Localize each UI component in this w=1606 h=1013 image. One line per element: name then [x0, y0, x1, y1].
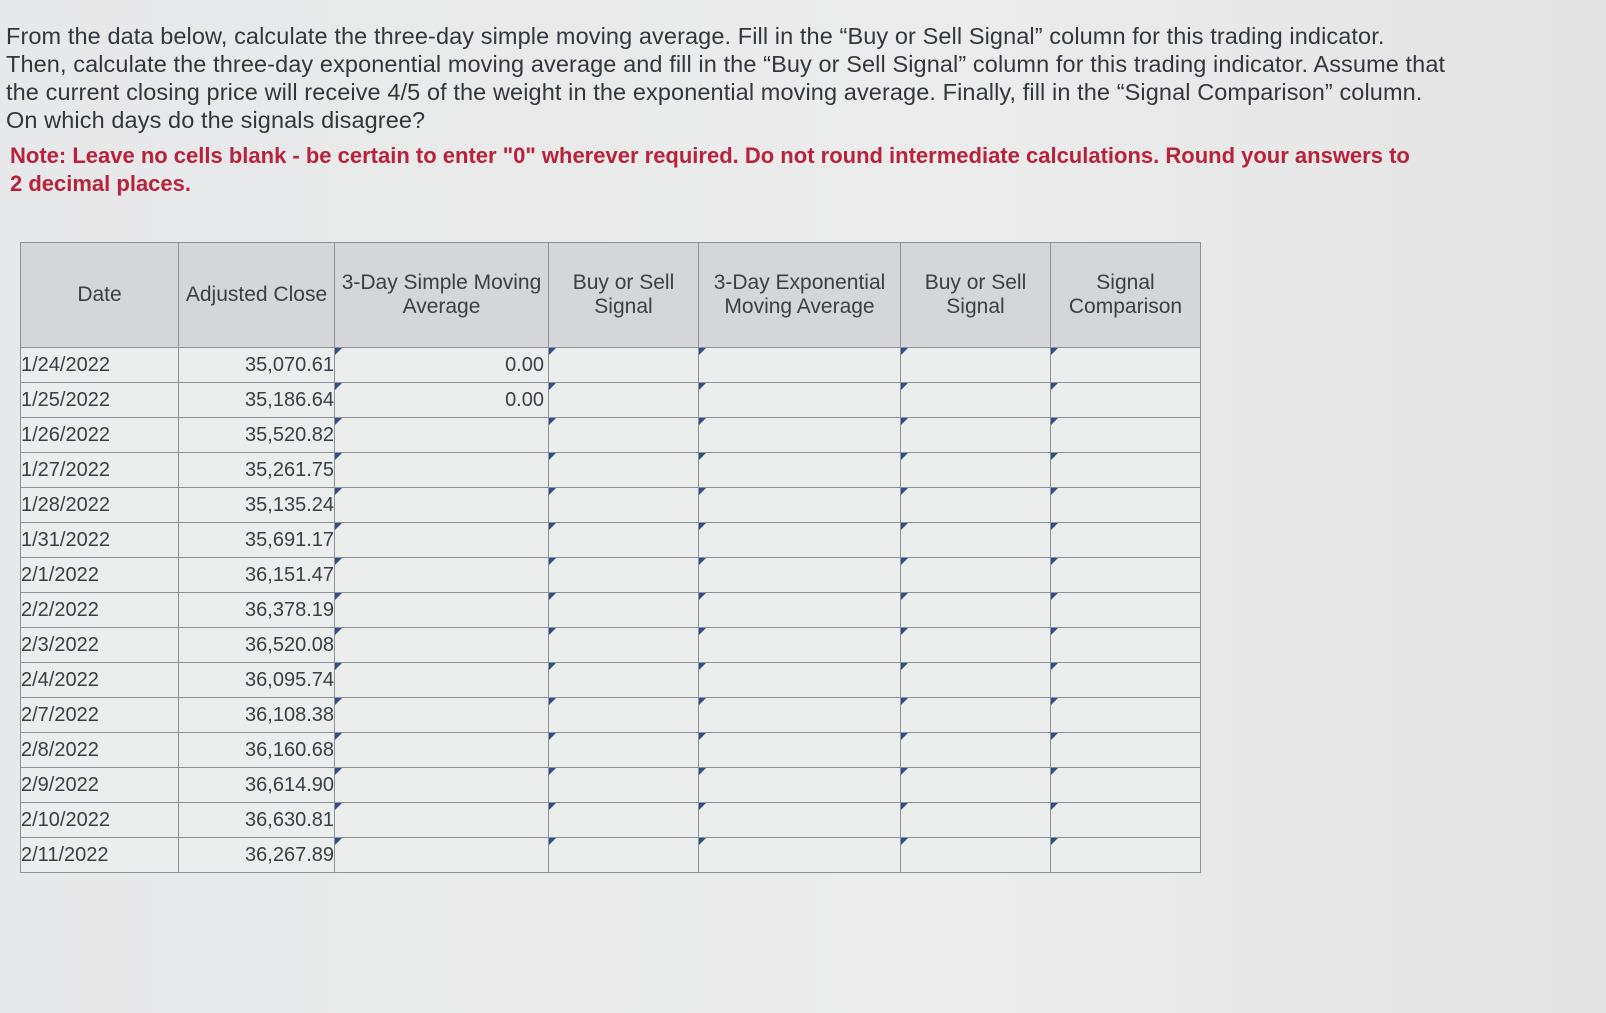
input-marker-icon	[901, 593, 908, 600]
sma-signal-input[interactable]	[549, 768, 699, 803]
input-marker-icon	[901, 418, 908, 425]
ema-input[interactable]	[699, 348, 901, 383]
sma-signal-input[interactable]	[549, 383, 699, 418]
sma-input[interactable]	[335, 453, 549, 488]
sma-signal-input[interactable]	[549, 733, 699, 768]
adjusted-close-cell: 36,267.89	[179, 838, 335, 873]
ema-signal-input[interactable]	[901, 523, 1051, 558]
input-marker-icon	[549, 663, 556, 670]
table-row	[21, 768, 1201, 803]
input-marker-icon	[901, 488, 908, 495]
input-marker-icon	[699, 488, 706, 495]
input-marker-icon	[335, 418, 342, 425]
table-row	[21, 383, 1201, 418]
input-marker-icon	[699, 453, 706, 460]
comparison-input[interactable]	[1051, 803, 1201, 838]
answer-table	[20, 242, 1201, 873]
input-marker-icon	[335, 348, 342, 355]
adjusted-close-cell: 35,186.64	[179, 383, 335, 418]
date-cell: 2/10/2022	[21, 803, 179, 838]
input-marker-icon	[699, 628, 706, 635]
input-marker-icon	[1051, 488, 1058, 495]
comparison-input[interactable]	[1051, 768, 1201, 803]
ema-signal-input[interactable]	[901, 663, 1051, 698]
input-marker-icon	[335, 838, 342, 845]
input-marker-icon	[549, 593, 556, 600]
date-cell: 2/8/2022	[21, 733, 179, 768]
sma-signal-input[interactable]	[549, 663, 699, 698]
ema-signal-input[interactable]	[901, 803, 1051, 838]
input-marker-icon	[901, 383, 908, 390]
question-paragraph: From the data below, calculate the three-day simple moving average. Fill in the “Buy or Sell Signal” column for this trading indicator. Then, calculate the three-day exponential moving average and fill in the “Buy or Sell Signal” column for this trading indicator. Assume that the current closing price will receive 4/5 of the weight in the exponential moving average. Finally, fill in the “Signal Comparison” column. On which days do the signals disagree?	[6, 23, 1446, 133]
input-marker-icon	[699, 663, 706, 670]
date-cell: 2/3/2022	[21, 628, 179, 663]
comparison-input[interactable]	[1051, 348, 1201, 383]
input-marker-icon	[549, 488, 556, 495]
adjusted-close-cell: 35,261.75	[179, 453, 335, 488]
sma-signal-input[interactable]	[549, 418, 699, 453]
sma-input[interactable]	[335, 698, 549, 733]
ema-input[interactable]	[699, 558, 901, 593]
header-sma-signal: Buy or Sell Signal	[549, 243, 699, 348]
input-marker-icon	[1051, 803, 1058, 810]
input-marker-icon	[901, 348, 908, 355]
sma-signal-input[interactable]	[549, 488, 699, 523]
table-row	[21, 838, 1201, 873]
table-body	[21, 348, 1201, 873]
comparison-input[interactable]	[1051, 558, 1201, 593]
date-cell: 1/26/2022	[21, 418, 179, 453]
comparison-input[interactable]	[1051, 488, 1201, 523]
adjusted-close-cell: 36,378.19	[179, 593, 335, 628]
date-cell: 1/25/2022	[21, 383, 179, 418]
input-marker-icon	[549, 803, 556, 810]
input-marker-icon	[335, 558, 342, 565]
sma-signal-input[interactable]	[549, 838, 699, 873]
table-row	[21, 628, 1201, 663]
table-row	[21, 733, 1201, 768]
input-marker-icon	[549, 348, 556, 355]
comparison-input[interactable]	[1051, 838, 1201, 873]
sma-input[interactable]	[335, 348, 549, 383]
ema-input[interactable]	[699, 838, 901, 873]
input-marker-icon	[1051, 768, 1058, 775]
input-marker-icon	[699, 698, 706, 705]
date-cell: 1/27/2022	[21, 453, 179, 488]
ema-signal-input[interactable]	[901, 593, 1051, 628]
input-marker-icon	[335, 453, 342, 460]
input-marker-icon	[699, 418, 706, 425]
input-marker-icon	[901, 558, 908, 565]
input-marker-icon	[699, 838, 706, 845]
input-marker-icon	[1051, 628, 1058, 635]
sma-signal-input[interactable]	[549, 803, 699, 838]
input-marker-icon	[699, 383, 706, 390]
input-marker-icon	[1051, 838, 1058, 845]
input-marker-icon	[901, 698, 908, 705]
table-row	[21, 593, 1201, 628]
adjusted-close-cell: 36,614.90	[179, 768, 335, 803]
input-marker-icon	[1051, 418, 1058, 425]
adjusted-close-cell: 35,691.17	[179, 523, 335, 558]
ema-signal-input[interactable]	[901, 733, 1051, 768]
input-marker-icon	[1051, 733, 1058, 740]
header-adjusted-close: Adjusted Close	[179, 243, 335, 348]
sma-input[interactable]	[335, 418, 549, 453]
sma-signal-input[interactable]	[549, 698, 699, 733]
table-row	[21, 663, 1201, 698]
input-marker-icon	[1051, 523, 1058, 530]
ema-input[interactable]	[699, 488, 901, 523]
date-cell: 2/4/2022	[21, 663, 179, 698]
adjusted-close-cell: 36,630.81	[179, 803, 335, 838]
input-marker-icon	[699, 733, 706, 740]
table-row	[21, 698, 1201, 733]
header-date: Date	[21, 243, 179, 348]
input-marker-icon	[699, 523, 706, 530]
adjusted-close-cell: 35,135.24	[179, 488, 335, 523]
ema-signal-input[interactable]	[901, 348, 1051, 383]
sma-input[interactable]	[335, 558, 549, 593]
ema-signal-input[interactable]	[901, 698, 1051, 733]
table-row	[21, 348, 1201, 383]
input-marker-icon	[335, 488, 342, 495]
note-text: Note: Leave no cells blank - be certain to enter "0" wherever required. Do not round intermediate calculations. Round your answers to 2 decimal places.	[10, 143, 1410, 196]
ema-signal-input[interactable]	[901, 838, 1051, 873]
ema-input[interactable]	[699, 628, 901, 663]
input-marker-icon	[549, 523, 556, 530]
sma-input[interactable]	[335, 523, 549, 558]
input-marker-icon	[549, 453, 556, 460]
sma-input[interactable]	[335, 383, 549, 418]
input-marker-icon	[335, 698, 342, 705]
sma-input[interactable]	[335, 488, 549, 523]
input-marker-icon	[1051, 453, 1058, 460]
input-marker-icon	[699, 803, 706, 810]
input-marker-icon	[1051, 663, 1058, 670]
table-row	[21, 418, 1201, 453]
adjusted-close-cell: 35,520.82	[179, 418, 335, 453]
input-marker-icon	[549, 698, 556, 705]
sma-input[interactable]	[335, 593, 549, 628]
ema-signal-input[interactable]	[901, 418, 1051, 453]
input-marker-icon	[901, 768, 908, 775]
input-marker-icon	[1051, 698, 1058, 705]
input-marker-icon	[901, 733, 908, 740]
sma-signal-input[interactable]	[549, 348, 699, 383]
date-cell: 2/11/2022	[21, 838, 179, 873]
comparison-input[interactable]	[1051, 663, 1201, 698]
sma-value: 0.00	[505, 354, 544, 376]
ema-input[interactable]	[699, 663, 901, 698]
comparison-input[interactable]	[1051, 453, 1201, 488]
input-marker-icon	[1051, 383, 1058, 390]
input-marker-icon	[335, 628, 342, 635]
comparison-input[interactable]	[1051, 733, 1201, 768]
comparison-input[interactable]	[1051, 418, 1201, 453]
ema-input[interactable]	[699, 453, 901, 488]
date-cell: 1/28/2022	[21, 488, 179, 523]
input-marker-icon	[699, 558, 706, 565]
comparison-input[interactable]	[1051, 593, 1201, 628]
sma-signal-input[interactable]	[549, 628, 699, 663]
input-marker-icon	[549, 733, 556, 740]
question-text	[6, 22, 1446, 134]
ema-signal-input[interactable]	[901, 488, 1051, 523]
ema-input[interactable]	[699, 698, 901, 733]
input-marker-icon	[549, 838, 556, 845]
ema-signal-input[interactable]	[901, 453, 1051, 488]
sma-value: 0.00	[505, 389, 544, 411]
input-marker-icon	[1051, 558, 1058, 565]
date-cell: 2/2/2022	[21, 593, 179, 628]
ema-signal-input[interactable]	[901, 768, 1051, 803]
ema-input[interactable]	[699, 418, 901, 453]
adjusted-close-cell: 36,160.68	[179, 733, 335, 768]
comparison-input[interactable]	[1051, 698, 1201, 733]
sma-input[interactable]	[335, 768, 549, 803]
sma-signal-input[interactable]	[549, 593, 699, 628]
sma-signal-input[interactable]	[549, 453, 699, 488]
ema-input[interactable]	[699, 803, 901, 838]
input-marker-icon	[335, 523, 342, 530]
header-ema-signal: Buy or Sell Signal	[901, 243, 1051, 348]
sma-signal-input[interactable]	[549, 523, 699, 558]
comparison-input[interactable]	[1051, 383, 1201, 418]
date-cell: 2/1/2022	[21, 558, 179, 593]
ema-input[interactable]	[699, 593, 901, 628]
input-marker-icon	[1051, 593, 1058, 600]
date-cell: 2/9/2022	[21, 768, 179, 803]
table-row	[21, 558, 1201, 593]
input-marker-icon	[901, 453, 908, 460]
adjusted-close-cell: 36,151.47	[179, 558, 335, 593]
header-sma: 3-Day Simple Moving Average	[335, 243, 549, 348]
sma-input[interactable]	[335, 628, 549, 663]
input-marker-icon	[1051, 348, 1058, 355]
sma-signal-input[interactable]	[549, 558, 699, 593]
date-cell: 2/7/2022	[21, 698, 179, 733]
ema-input[interactable]	[699, 383, 901, 418]
header-row	[21, 243, 1201, 348]
sma-input[interactable]	[335, 838, 549, 873]
input-marker-icon	[549, 383, 556, 390]
input-marker-icon	[901, 663, 908, 670]
ema-input[interactable]	[699, 733, 901, 768]
sma-input[interactable]	[335, 733, 549, 768]
ema-input[interactable]	[699, 768, 901, 803]
answer-table-container	[20, 242, 1201, 873]
adjusted-close-cell: 36,108.38	[179, 698, 335, 733]
ema-signal-input[interactable]	[901, 558, 1051, 593]
table-row	[21, 488, 1201, 523]
header-signal-comparison: Signal Comparison	[1051, 243, 1201, 348]
header-ema: 3-Day Exponential Moving Average	[699, 243, 901, 348]
date-cell: 1/31/2022	[21, 523, 179, 558]
input-marker-icon	[699, 348, 706, 355]
table-row	[21, 523, 1201, 558]
input-marker-icon	[549, 418, 556, 425]
ema-input[interactable]	[699, 523, 901, 558]
adjusted-close-cell: 35,070.61	[179, 348, 335, 383]
adjusted-close-cell: 36,095.74	[179, 663, 335, 698]
input-marker-icon	[335, 733, 342, 740]
input-marker-icon	[699, 768, 706, 775]
comparison-input[interactable]	[1051, 523, 1201, 558]
input-marker-icon	[901, 523, 908, 530]
ema-signal-input[interactable]	[901, 628, 1051, 663]
input-marker-icon	[549, 558, 556, 565]
sma-input[interactable]	[335, 663, 549, 698]
adjusted-close-cell: 36,520.08	[179, 628, 335, 663]
comparison-input[interactable]	[1051, 628, 1201, 663]
input-marker-icon	[335, 768, 342, 775]
sma-input[interactable]	[335, 803, 549, 838]
input-marker-icon	[335, 803, 342, 810]
ema-signal-input[interactable]	[901, 383, 1051, 418]
input-marker-icon	[901, 838, 908, 845]
input-marker-icon	[901, 803, 908, 810]
date-cell: 1/24/2022	[21, 348, 179, 383]
input-marker-icon	[335, 383, 342, 390]
table-row	[21, 803, 1201, 838]
input-marker-icon	[549, 768, 556, 775]
input-marker-icon	[901, 628, 908, 635]
input-marker-icon	[335, 593, 342, 600]
table-row	[21, 453, 1201, 488]
input-marker-icon	[335, 663, 342, 670]
input-marker-icon	[699, 593, 706, 600]
input-marker-icon	[549, 628, 556, 635]
